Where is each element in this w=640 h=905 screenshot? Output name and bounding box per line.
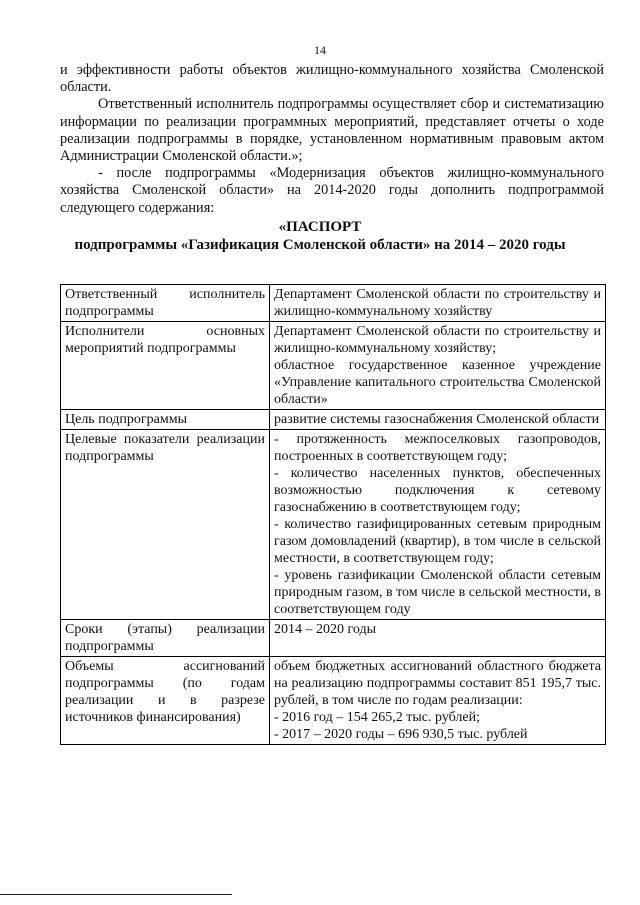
row-value xyxy=(270,285,606,322)
row-value-line: - 2017 – 2020 годы – 696 930,5 тыс. рублей xyxy=(274,727,528,742)
row-label: Исполнители основных мероприятий подпрограммы xyxy=(61,322,270,410)
row-value xyxy=(270,410,606,430)
row-label: Ответственный исполнитель подпрограммы xyxy=(61,285,270,322)
row-value-line: - количество газифицированных сетевым природным газом домовладений (квартир), в том числе в сельской местности, в соответствующем году; xyxy=(274,517,601,566)
paragraph-continuation: и эффективности работы объектов жилищно-коммунального хозяйства Смоленской области. xyxy=(60,62,604,96)
passport-table xyxy=(60,284,606,745)
table-row xyxy=(61,620,606,657)
row-value-line: - уровень газификации Смоленской области сетевым природным газом, в том числе в сельской местности, в соответствующем году xyxy=(274,568,601,617)
row-value-line: - 2016 год – 154 265,2 тыс. рублей; xyxy=(274,710,481,725)
body-text xyxy=(60,62,604,217)
paragraph-responsible: Ответственный исполнитель подпрограммы осуществляет сбор и систематизацию информации по реализации программных мероприятий, представляет отчеты о ходе реализации подпрограммы в порядке, установленном нормативным правовым актом Администрации Смоленской области.»; xyxy=(60,96,604,165)
row-value-line: 2014 – 2020 годы xyxy=(274,622,377,637)
table-row xyxy=(61,322,606,410)
row-label: Объемы ассигнований подпрограммы (по годам реализации и в разрезе источников финансирования) xyxy=(61,657,270,745)
row-value-line: областное государственное казенное учреждение «Управление капитального строительства Смоленской области» xyxy=(274,358,601,407)
row-value xyxy=(270,322,606,410)
table-row xyxy=(61,657,606,745)
row-value xyxy=(270,430,606,620)
row-value-line: - протяженность межпоселковых газопроводов, построенных в соответствующем году; xyxy=(274,432,601,464)
row-value xyxy=(270,620,606,657)
row-value-line: развитие системы газоснабжения Смоленской области xyxy=(274,412,600,427)
table-row xyxy=(61,285,606,322)
passport-title: «ПАСПОРТ xyxy=(278,219,362,235)
row-label: Целевые показатели реализации подпрограммы xyxy=(61,430,270,620)
table-row xyxy=(61,410,606,430)
row-label: Сроки (этапы) реализации подпрограммы xyxy=(61,620,270,657)
row-value-line: Департамент Смоленской области по строительству и жилищно-коммунальному хозяйству; xyxy=(274,324,601,356)
row-value-line: объем бюджетных ассигнований областного бюджета на реализацию подпрограммы составит 851 195,7 тыс. рублей, в том числе по годам реализации: xyxy=(274,659,601,708)
paragraph-amendment: - после подпрограммы «Модернизация объектов жилищно-коммунального хозяйства Смоленской области» на 2014-2020 годы дополнить подпрограммой следующего содержания: xyxy=(60,165,604,216)
row-value-line: Департамент Смоленской области по строительству и жилищно-коммунальному хозяйству xyxy=(274,287,601,319)
passport-subtitle: подпрограммы «Газификация Смоленской области» на 2014 – 2020 годы xyxy=(74,237,566,253)
row-value-line: - количество населенных пунктов, обеспеченных возможностью подключения к сетевому газоснабжению в соответствующем году; xyxy=(274,466,601,515)
row-label: Цель подпрограммы xyxy=(61,410,270,430)
page-number: 14 xyxy=(314,43,326,57)
table-row xyxy=(61,430,606,620)
footer-divider xyxy=(0,894,232,895)
row-value xyxy=(270,657,606,745)
